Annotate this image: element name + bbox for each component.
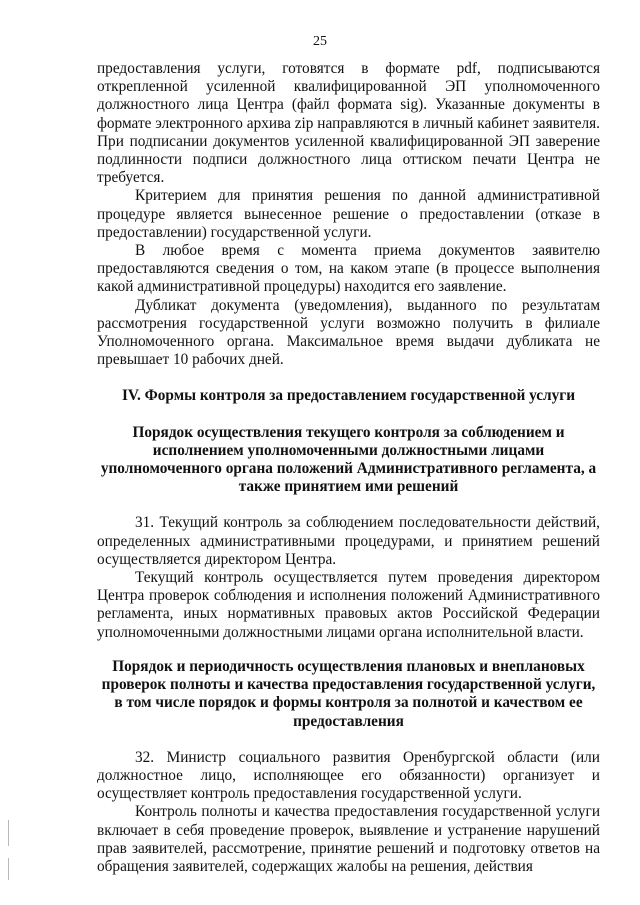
paragraph-decision-criterion: Критерием для принятия решения по данной административной процедуре является вынесенное решение о предоставлении (отказе в предоставлении) государственной услуги. bbox=[97, 187, 600, 241]
subsection-title-inspections: Порядок и периодичность осуществления плановых и внеплановых проверок полноты и качества предоставления государственной услуги, в том числе порядок и формы контроля за полнотой и качеством ее предоставления bbox=[101, 657, 596, 730]
paragraph-duplicate: Дубликат документа (уведомления), выданного по результатам рассмотрения государственной услуги возможно получить в филиале Уполномоченного органа. Максимальное время выдачи дубликата не превышает 10 рабочих дней. bbox=[97, 296, 600, 369]
scan-margin-mark bbox=[8, 820, 9, 846]
paragraph-item-31: 31. Текущий контроль за соблюдением последовательности действий, определенных административными процедурами, и принятием решений осуществляется директором Центра. bbox=[97, 514, 600, 568]
paragraph-continuation: предоставления услуги, готовятся в формате pdf, подписываются открепленной усиленной квалифицированной ЭП уполномоченного должностного лица Центра (файл формата sig). Указанные документы в формате электронного архива zip направляются в личный кабинет заявителя. При подписании документов усиленной квалифицированной ЭП заверение подлинности подписи должностного лица оттиском печати Центра не требуется. bbox=[97, 60, 600, 187]
subsection-title-current-control: Порядок осуществления текущего контроля за соблюдением и исполнением уполномоченными должностными лицами уполномоченного органа положений Административного регламента, а также принятием ими решений bbox=[100, 423, 597, 496]
paragraph-quality-control: Контроль полноты и качества предоставления государственной услуги включает в себя проведение проверок, выявление и устранение нарушений прав заявителей, рассмотрение, принятие решений и подготовку ответов на обращения заявителей, содержащих жалобы на решения, действия bbox=[97, 803, 600, 875]
section-title: IV. Формы контроля за предоставлением государственной услуги bbox=[121, 387, 576, 405]
document-body bbox=[97, 60, 600, 876]
scan-margin-mark bbox=[8, 858, 9, 880]
paragraph-current-control: Текущий контроль осуществляется путем проведения директором Центра проверок соблюдения и исполнения положений Административного регламента, иных нормативных правовых актов Российской Федерации уполномоченными должностными лицами органа исполнительной власти. bbox=[97, 569, 600, 641]
paragraph-status-info: В любое время с момента приема документов заявителю предоставляются сведения о том, на каком этапе (в процессе выполнения какой административной процедуры) находится его заявление. bbox=[97, 242, 600, 296]
page-number: 25 bbox=[313, 34, 327, 49]
paragraph-item-32: 32. Министр социального развития Оренбургской области (или должностное лицо, исполняющее его обязанности) организует и осуществляет контроль предоставления государственной услуги. bbox=[97, 748, 600, 803]
